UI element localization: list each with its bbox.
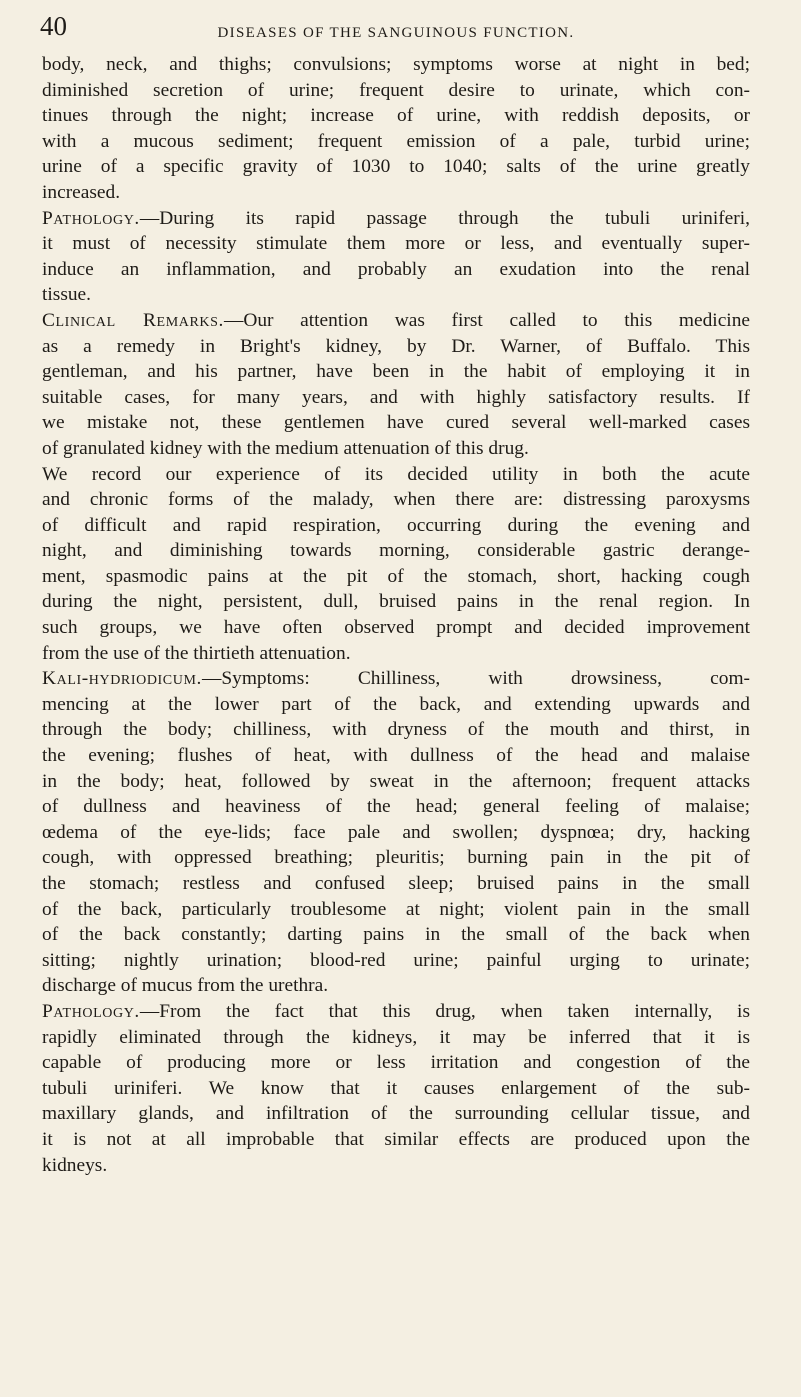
text-line: during the night, persistent, dull, bruised pains in the renal region. In — [42, 591, 750, 613]
text-line: cough, with oppressed breathing; pleuritis; burning pain in the pit of — [42, 847, 750, 869]
text-line: body, neck, and thighs; convulsions; symptoms worse at night in bed; — [42, 54, 750, 75]
text-line: ment, spasmodic pains at the pit of the stomach, short, hacking cough — [42, 565, 750, 587]
text-line: night, and diminishing towards morning, considerable gastric derange- — [42, 540, 750, 562]
text-line: through the body; chilliness, with dryness of the mouth and thirst, in — [42, 719, 750, 741]
text-line: and chronic forms of the malady, when there are: distressing paroxysms — [42, 489, 750, 511]
text-line: kidneys. — [42, 1154, 108, 1176]
running-head: DISEASES OF THE SANGUINOUS FUNCTION. — [217, 25, 575, 41]
text-line: of granulated kidney with the medium attenuation of this drug. — [42, 437, 529, 459]
text-line: —During its rapid passage through the tubuli uriniferi, — [139, 207, 750, 229]
text-line: tubuli uriniferi. We know that it causes enlargement of the sub- — [42, 1077, 750, 1099]
text-line: rapidly eliminated through the kidneys, it may be inferred that it is — [42, 1026, 750, 1048]
text-line: induce an inflammation, and probably an exudation into the renal — [42, 258, 750, 280]
text-line: of the back constantly; darting pains in the small of the back when — [42, 924, 750, 946]
text-line: from the use of the thirtieth attenuation. — [42, 642, 351, 664]
text-line: we mistake not, these gentlemen have cured several well-marked cases — [42, 412, 750, 434]
text-line-labeled — [42, 308, 750, 334]
body-text — [42, 52, 750, 1178]
text-line: maxillary glands, and infiltration of the surrounding cellular tissue, and — [42, 1103, 750, 1125]
text-line-labeled — [42, 206, 750, 232]
text-line: —Our attention was first called to this medicine — [223, 309, 750, 331]
text-line: as a remedy in Bright's kidney, by Dr. Warner, of Buffalo. This — [42, 335, 750, 357]
text-line-labeled — [42, 999, 750, 1025]
page-number: 40 — [40, 11, 67, 41]
text-line: œdema of the eye-lids; face pale and swollen; dyspnœa; dry, hacking — [42, 821, 750, 843]
text-line: discharge of mucus from the urethra. — [42, 975, 329, 997]
text-line: the evening; flushes of heat, with dullness of the head and malaise — [42, 745, 750, 767]
text-line: urine of a specific gravity of 1030 to 1040; salts of the urine greatly — [42, 156, 750, 178]
text-line: —From the fact that this drug, when taken internally, is — [139, 1000, 750, 1022]
page-header — [40, 10, 752, 50]
text-line: such groups, we have often observed prompt and decided improvement — [42, 617, 750, 639]
text-line: with a mucous sediment; frequent emission of a pale, turbid urine; — [42, 130, 750, 152]
section-label-clinical-remarks: Clinical Remarks. — [42, 309, 224, 331]
text-line: of dullness and heaviness of the head; general feeling of malaise; — [42, 796, 750, 818]
text-line: it must of necessity stimulate them more or less, and eventually super- — [42, 233, 750, 255]
section-label-pathology: Pathology. — [42, 207, 140, 229]
text-line: capable of producing more or less irritation and congestion of the — [42, 1052, 750, 1074]
text-line: in the body; heat, followed by sweat in the afternoon; frequent attacks — [42, 770, 750, 792]
text-line: tinues through the night; increase of urine, with reddish deposits, or — [42, 105, 750, 127]
text-line: it is not at all improbable that similar effects are produced upon the — [42, 1128, 750, 1150]
text-line: of difficult and rapid respiration, occurring during the evening and — [42, 514, 750, 536]
section-label-kali-hydriodicum: Kali-hydriodicum. — [42, 668, 202, 690]
section-label-pathology-2: Pathology. — [42, 1000, 140, 1022]
text-line: the stomach; restless and confused sleep; bruised pains in the small — [42, 873, 750, 894]
text-line: of the back, particularly troublesome at night; violent pain in the small — [42, 898, 750, 920]
text-line: suitable cases, for many years, and with highly satisfactory results. If — [42, 386, 750, 408]
text-line: mencing at the lower part of the back, and extending upwards and — [42, 693, 750, 715]
text-line: tissue. — [42, 284, 92, 306]
text-line: —Symptoms: Chilliness, with drowsiness, com- — [201, 668, 750, 690]
text-line: We record our experience of its decided utility in both the acute — [42, 463, 750, 485]
text-line-labeled — [42, 666, 750, 692]
text-line: sitting; nightly urination; blood-red urine; painful urging to urinate; — [42, 949, 750, 971]
text-line: gentleman, and his partner, have been in the habit of employing it in — [42, 361, 750, 383]
text-line: increased. — [42, 181, 121, 203]
text-line: diminished secretion of urine; frequent desire to urinate, which con- — [42, 79, 750, 101]
